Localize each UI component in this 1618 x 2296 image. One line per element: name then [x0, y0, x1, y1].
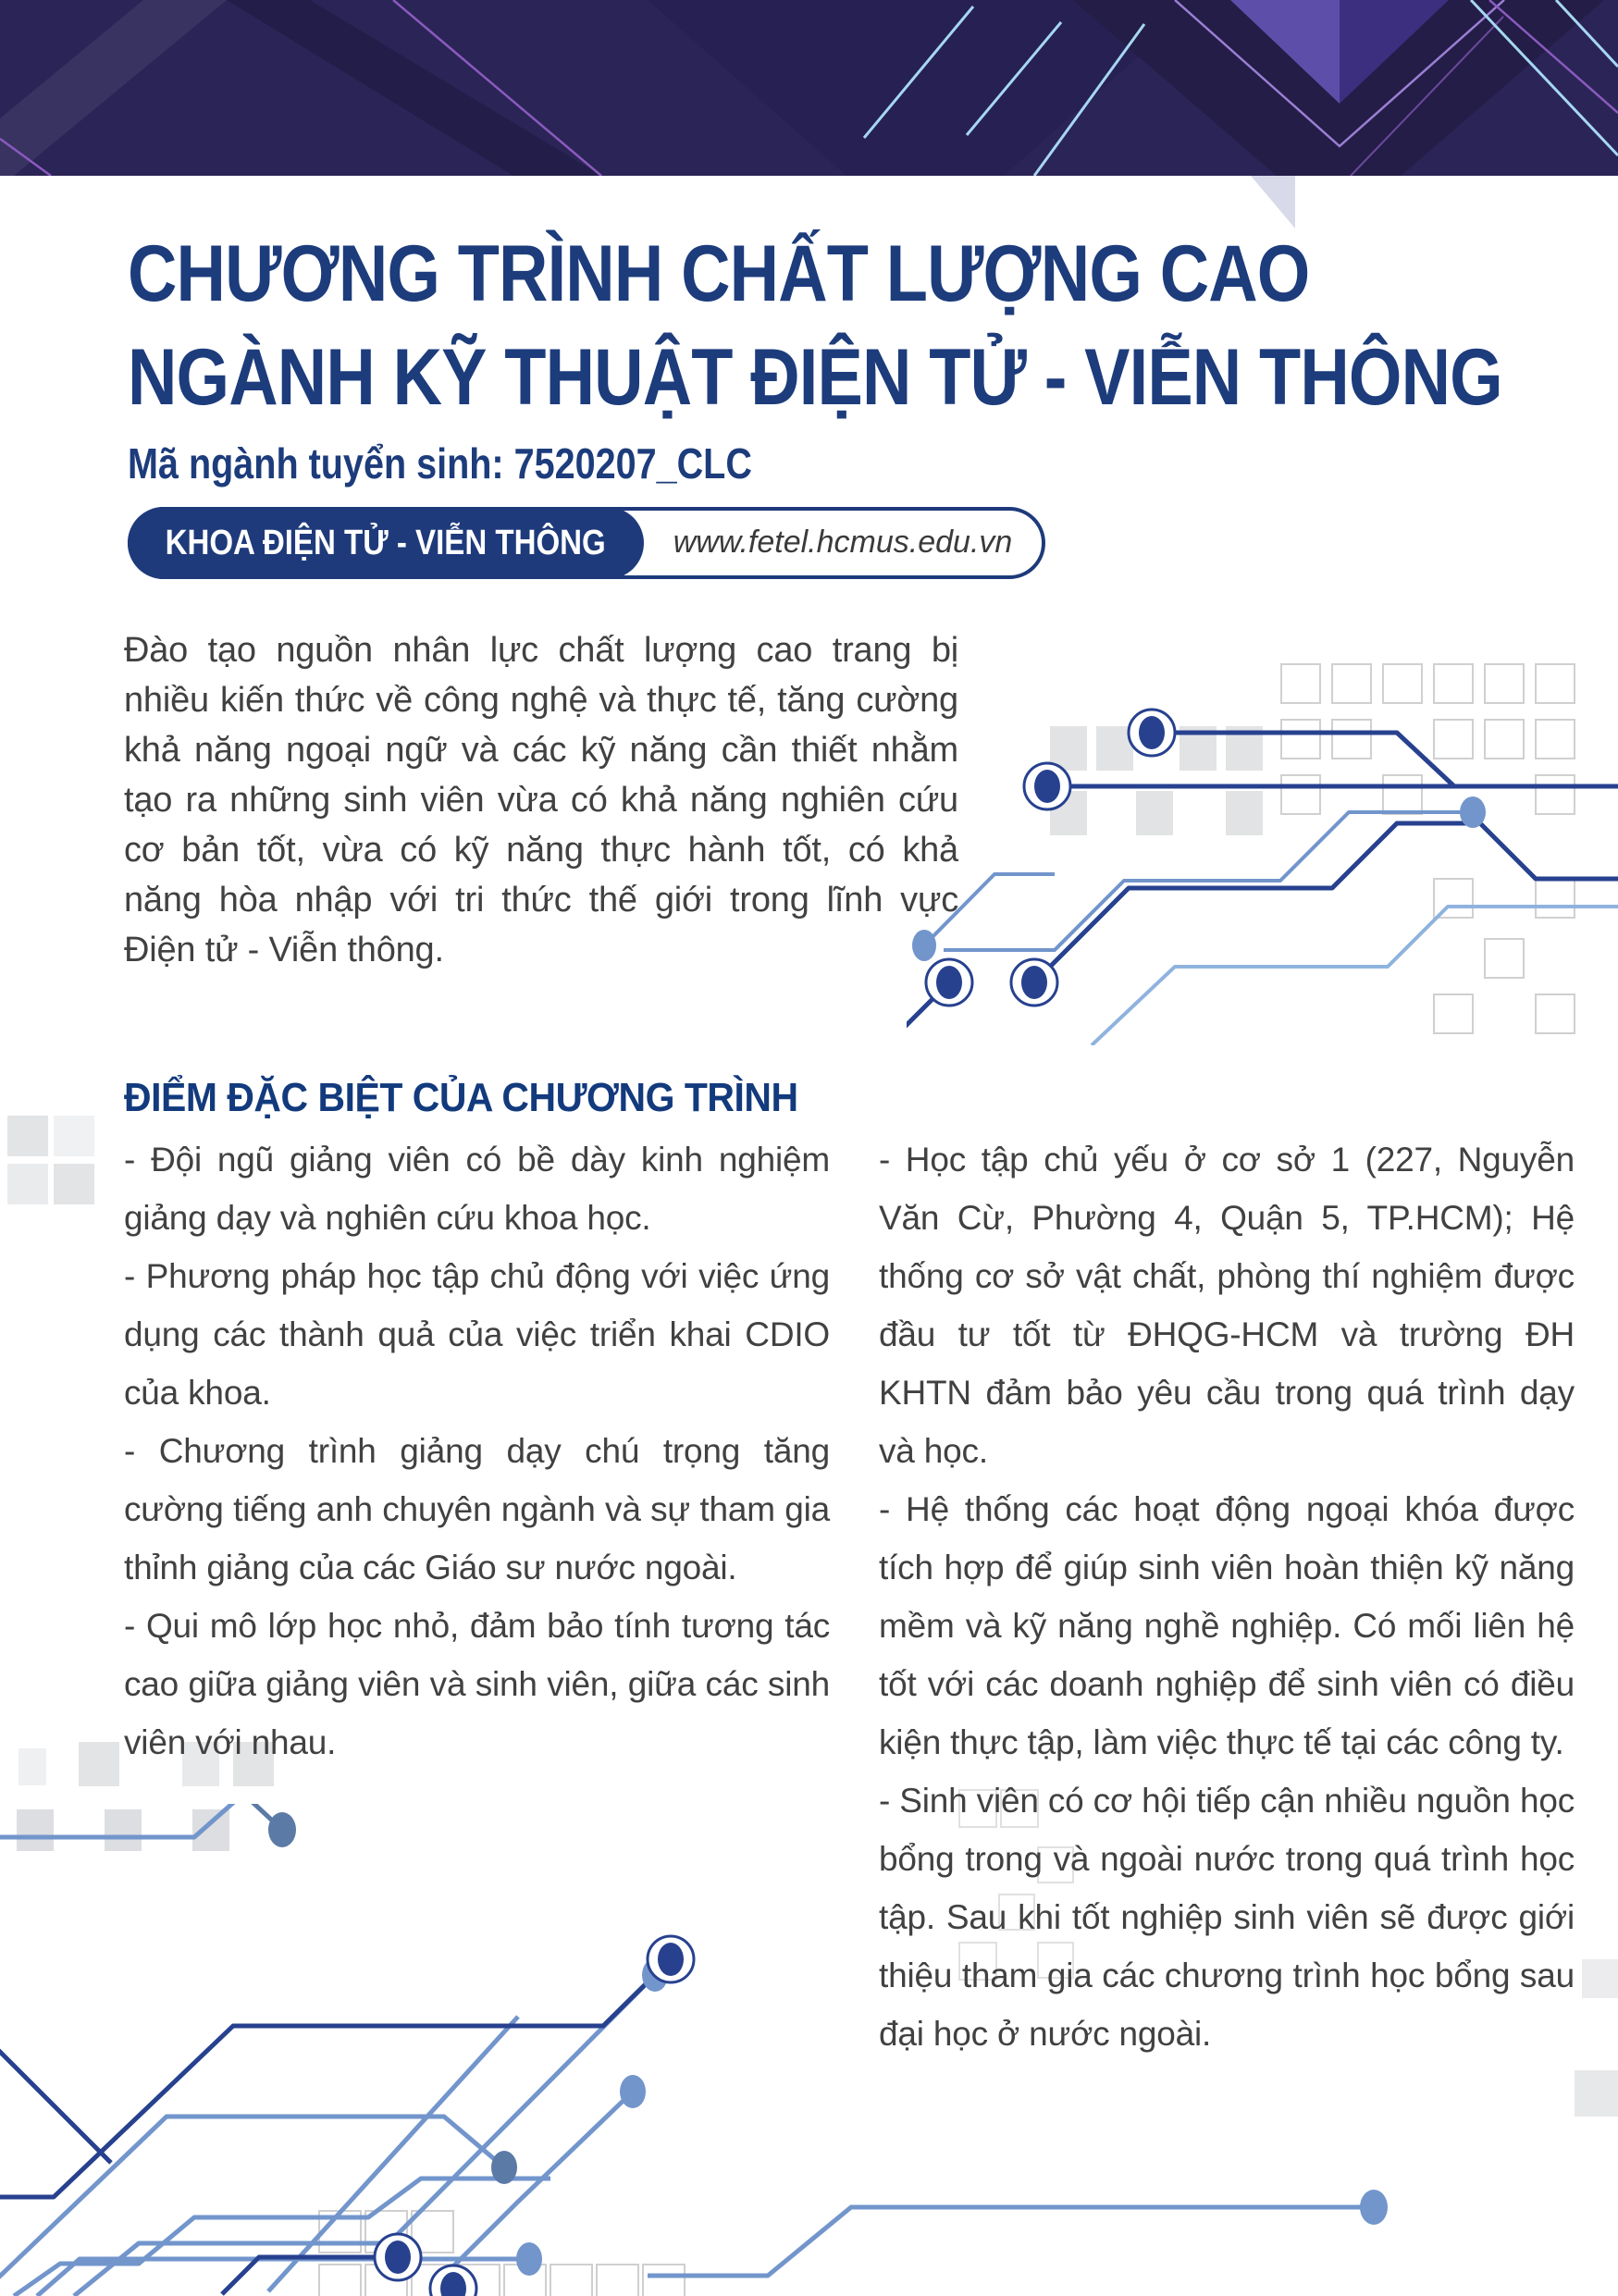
- intro-paragraph: Đào tạo nguồn nhân lực chất lượng cao trang bị nhiều kiến thức về công nghệ và thực tế, tăng cường khả năng ngoại ngữ và các kỹ năng cần thiết nhằm tạo ra những sinh viên vừa có khả năng nghiên cứu cơ bản tốt, vừa có kỹ năng thực hành tốt, có khả năng hòa nhập với tri thức thế giới trong lĩnh vực Điện tử - Viễn thông.: [124, 631, 958, 969]
- gray-square-decoration: [19, 1748, 46, 1785]
- admission-code: Mã ngành tuyển sinh: 7520207_CLC: [128, 439, 752, 488]
- gray-square-decoration: [54, 1116, 94, 1156]
- gray-square-decoration: [54, 1164, 94, 1204]
- highlight-item: - Sinh viên có cơ hội tiếp cận nhiều nguồn học bổng trong và ngoài nước trong quá trình học tập. Sau khi tốt nghiệp sinh viên sẽ được giới thiệu tham gia các chương trình học bổng sau đại học ở nước ngoài.: [879, 1782, 1575, 2053]
- circuit-decoration-top-right: [907, 648, 1618, 1045]
- highlight-item: - Hệ thống các hoạt động ngoại khóa được tích hợp để giúp sinh viên hoàn thiện kỹ năng mềm và kỹ năng nghề nghiệp. Có mối liên hệ tốt với các doanh nghiệp để sinh viên có điều kiện thực tập, làm việc thực tế tại các công ty.: [879, 1490, 1575, 1761]
- page-title-line1: CHƯƠNG TRÌNH CHẤT LƯỢNG CAO: [128, 229, 1310, 318]
- highlight-item: - Đội ngũ giảng viên có bề dày kinh nghiệm giảng dạy và nghiên cứu khoa học.: [124, 1141, 830, 1237]
- header-triangle-decoration: [1251, 176, 1295, 228]
- highlight-item: - Phương pháp học tập chủ động với việc ứng dụng các thành quả của việc triển khai CDIO của khoa.: [124, 1257, 830, 1412]
- faculty-name-label: KHOA ĐIỆN TỬ - VIỄN THÔNG: [165, 523, 607, 562]
- gray-square-decoration: [7, 1116, 48, 1156]
- title-block: [128, 222, 1502, 490]
- highlights-right-column: [879, 1130, 1575, 2063]
- faculty-name-pill: [128, 507, 644, 579]
- highlight-item: - Chương trình giảng dạy chú trọng tăng cường tiếng anh chuyên ngành và sự tham gia thỉnh giảng của các Giáo sư nước ngoài.: [124, 1432, 830, 1586]
- header-band-decoration: [0, 0, 1618, 176]
- highlight-item: - Qui mô lớp học nhỏ, đảm bảo tính tương tác cao giữa giảng viên và sinh viên, giữa các sinh viên với nhau.: [124, 1607, 830, 1761]
- faculty-badge: [128, 507, 1045, 579]
- gray-square-decoration: [7, 1164, 48, 1204]
- highlights-heading: ĐIỂM ĐẶC BIỆT CỦA CHƯƠNG TRÌNH: [124, 1075, 798, 1120]
- page-title-line2: NGÀNH KỸ THUẬT ĐIỆN TỬ - VIỄN THÔNG: [128, 333, 1502, 422]
- gray-square-decoration: [79, 1742, 119, 1786]
- faculty-website-url: www.fetel.hcmus.edu.vn: [673, 525, 1013, 560]
- highlights-left-column: [124, 1130, 830, 1771]
- highlight-item: - Học tập chủ yếu ở cơ sở 1 (227, Nguyễn Văn Cừ, Phường 4, Quận 5, TP.HCM); Hệ thống cơ sở vật chất, phòng thí nghiệm được đầu tư tốt từ ĐHQG-HCM và trường ĐH KHTN đảm bảo yêu cầu trong quá trình dạy và học.: [879, 1141, 1575, 1470]
